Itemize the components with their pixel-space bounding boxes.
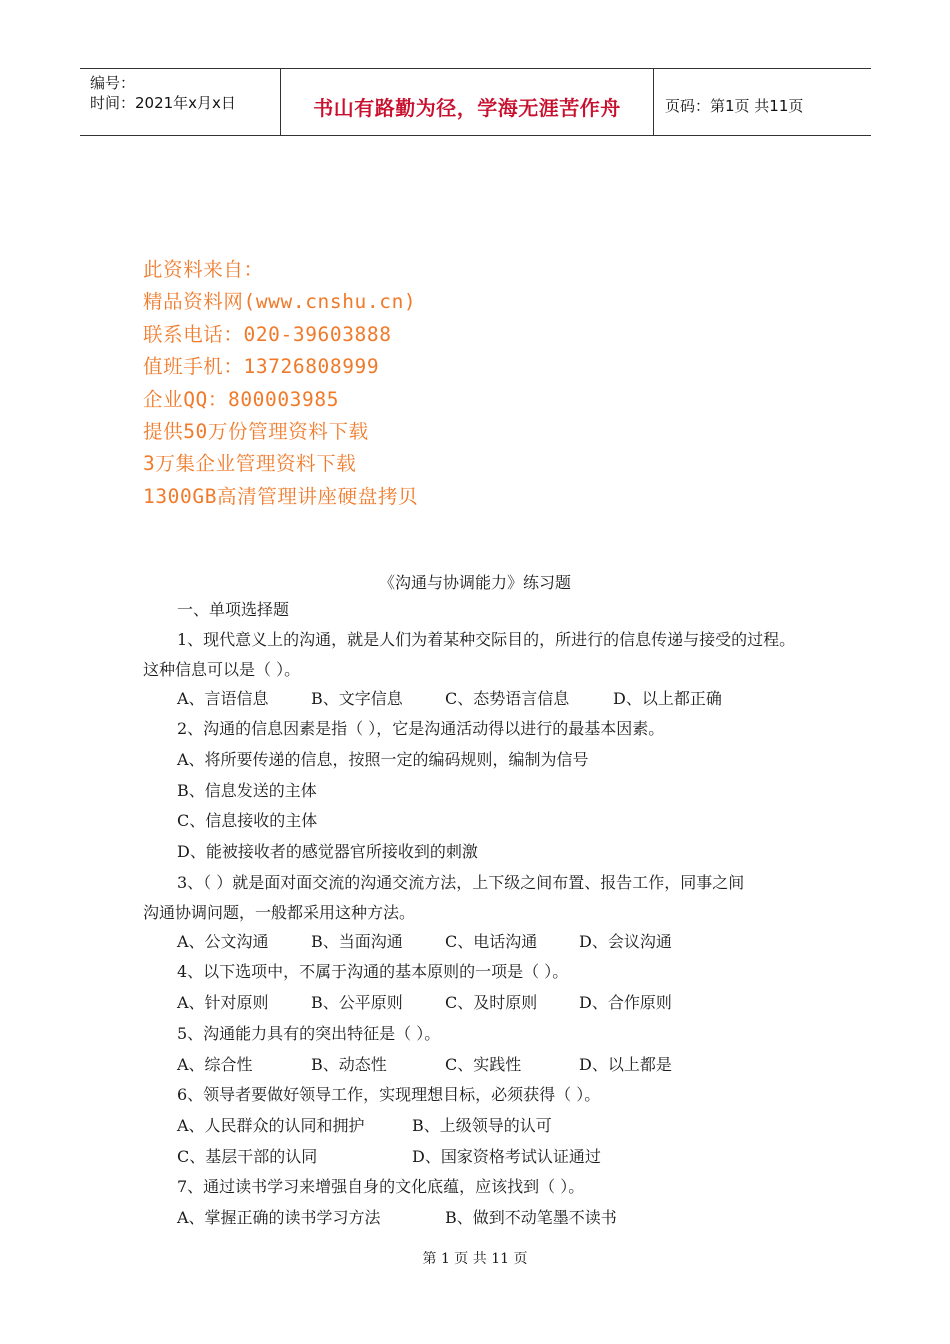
question-1-text-cont: 这种信息可以是（ ）。 <box>143 660 301 679</box>
advert-line: 1300GB高清管理讲座硬盘拷贝 <box>143 484 419 508</box>
header-page-info: 页码：第1页 共11页 <box>665 97 804 115</box>
question-4-text: 4、以下选项中，不属于沟通的基本原则的一项是（ ）。 <box>177 962 569 981</box>
advert-line: 联系电话：020-39603888 <box>143 322 392 346</box>
question-3-text-cont: 沟通协调问题，一般都采用这种方法。 <box>143 903 416 922</box>
option-d: D、国家资格考试认证通过 <box>412 1147 601 1166</box>
option-a: A、针对原则 <box>177 993 269 1012</box>
option-d: D、能被接收者的感觉器官所接收到的刺激 <box>177 842 478 861</box>
option-c: C、电话沟通 <box>445 932 538 951</box>
source-advert-block <box>143 254 418 513</box>
option-a: A、言语信息 <box>177 689 269 708</box>
advert-line: 值班手机：13726808999 <box>143 355 380 379</box>
question-7-text: 7、通过读书学习来增强自身的文化底蕴，应该找到（ ）。 <box>177 1177 585 1196</box>
question-1-text: 1、现代意义上的沟通，就是人们为着某种交际目的，所进行的信息传递与接受的过程。 <box>177 630 796 649</box>
option-b: B、做到不动笔墨不读书 <box>445 1208 617 1227</box>
question-6-text: 6、领导者要做好领导工作，实现理想目标，必须获得（ ）。 <box>177 1085 601 1104</box>
serial-label: 编号： <box>90 74 136 92</box>
header-meta-cell <box>80 69 281 135</box>
option-a: A、公文沟通 <box>177 932 269 951</box>
option-b: B、公平原则 <box>311 993 403 1012</box>
advert-line: 提供50万份管理资料下载 <box>143 419 369 443</box>
page-header-table <box>80 68 871 136</box>
motto-text: 书山有路勤为径，学海无涯苦作舟 <box>313 96 621 120</box>
document-title: 《沟通与协调能力》练习题 <box>378 573 571 592</box>
header-motto-cell <box>281 69 654 135</box>
option-d: D、以上都是 <box>579 1055 672 1074</box>
question-2-text: 2、沟通的信息因素是指（ ），它是沟通活动得以进行的最基本因素。 <box>177 719 665 738</box>
advert-line: 3万集企业管理资料下载 <box>143 452 357 476</box>
option-c: C、及时原则 <box>445 993 538 1012</box>
option-d: D、以上都正确 <box>613 689 722 708</box>
advert-line: 精品资料网(www.cnshu.cn) <box>143 290 417 314</box>
time-label: 时间：2021年x月x日 <box>90 94 236 112</box>
option-b: B、当面沟通 <box>311 932 403 951</box>
section-heading: 一、单项选择题 <box>177 600 290 619</box>
option-d: D、会议沟通 <box>579 932 672 951</box>
option-b: B、信息发送的主体 <box>177 781 317 800</box>
question-5-text: 5、沟通能力具有的突出特征是（ ）。 <box>177 1024 441 1043</box>
option-c: C、基层干部的认同 <box>177 1147 318 1166</box>
option-c: C、态势语言信息 <box>445 689 570 708</box>
advert-line: 此资料来自： <box>143 258 264 281</box>
option-b: B、文字信息 <box>311 689 403 708</box>
option-a: A、掌握正确的读书学习方法 <box>177 1208 381 1227</box>
header-page-cell <box>654 69 871 135</box>
option-a: A、人民群众的认同和拥护 <box>177 1116 365 1135</box>
advert-line: 企业QQ：800003985 <box>143 387 340 411</box>
option-d: D、合作原则 <box>579 993 672 1012</box>
option-a: A、将所要传递的信息，按照一定的编码规则，编制为信号 <box>177 750 589 769</box>
option-b: B、动态性 <box>311 1055 387 1074</box>
page-footer: 第 1 页 共 11 页 <box>422 1251 528 1267</box>
option-c: C、实践性 <box>445 1055 522 1074</box>
question-3-text: 3、（ ）就是面对面交流的沟通交流方法，上下级之间布置、报告工作，同事之间 <box>177 873 745 892</box>
option-c: C、信息接收的主体 <box>177 811 318 830</box>
option-b: B、上级领导的认可 <box>412 1116 552 1135</box>
option-a: A、综合性 <box>177 1055 253 1074</box>
